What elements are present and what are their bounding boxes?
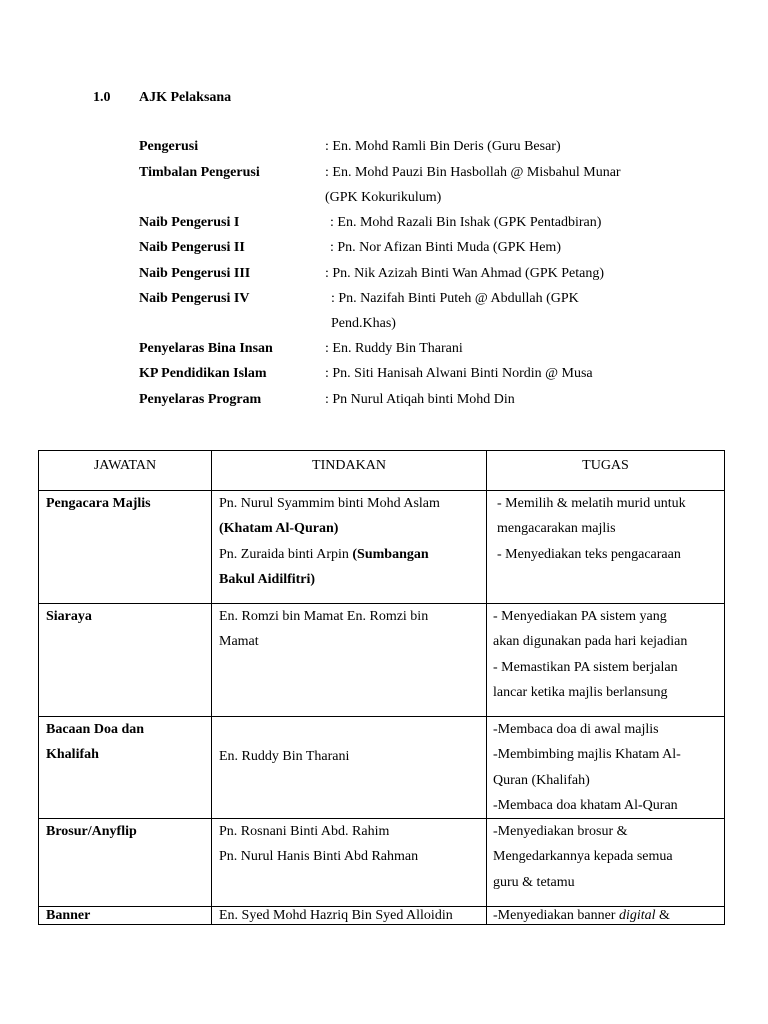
tugas-text: - Memilih & melatih murid untuk	[497, 496, 686, 511]
tugas-cell	[487, 717, 725, 819]
tugas-cell	[487, 604, 725, 717]
jawatan-cell	[39, 717, 212, 819]
tindakan-text: En. Romzi bin Mamat En. Romzi bin	[219, 609, 429, 624]
table-row	[39, 717, 725, 819]
committee-member: : Pn Nurul Atiqah binti Mohd Din	[325, 392, 515, 407]
committee-role: Naib Pengerusi I	[139, 215, 240, 230]
jawatan-cell	[39, 491, 212, 604]
jawatan-cell	[39, 819, 212, 907]
committee-member: : Pn. Nik Azizah Binti Wan Ahmad (GPK Petang)	[325, 266, 604, 281]
committee-role: Naib Pengerusi IV	[139, 291, 250, 306]
tugas-text: -Membaca doa di awal majlis	[493, 722, 659, 737]
tugas-text: -Membimbing majlis Khatam Al-	[493, 747, 681, 763]
jawatan-cell	[39, 604, 212, 717]
tugas-text: guru & tetamu	[493, 874, 575, 890]
tugas-cell	[487, 819, 725, 907]
jawatan-cell	[39, 907, 212, 925]
table-row	[39, 819, 725, 907]
tindakan-text: En. Syed Mohd Hazriq Bin Syed Alloidin	[219, 908, 453, 924]
committee-member: : Pn. Nazifah Binti Puteh @ Abdullah (GPK	[331, 291, 579, 306]
section-number: 1.0	[93, 90, 111, 105]
committee-member: : En. Mohd Ramli Bin Deris (Guru Besar)	[325, 139, 561, 154]
table-row	[39, 907, 725, 925]
header-jawatan: JAWATAN	[39, 451, 212, 491]
committee-role: Pengerusi	[139, 139, 199, 154]
committee-member-cont: (GPK Kokurikulum)	[325, 190, 442, 205]
header-tugas: TUGAS	[487, 451, 725, 491]
header-tindakan: TINDAKAN	[212, 451, 487, 491]
tindakan-text: En. Ruddy Bin Tharani	[219, 749, 350, 764]
committee-role: KP Pendidikan Islam	[139, 366, 267, 381]
committee-member: : En. Ruddy Bin Tharani	[325, 341, 463, 356]
committee-role: Naib Pengerusi II	[139, 240, 245, 255]
tugas-text: Quran (Khalifah)	[493, 772, 590, 788]
tugas-text: Mengedarkannya kepada semua	[493, 849, 673, 865]
tindakan-note: (Khatam Al-Quran)	[219, 521, 339, 537]
jawatan-text: Siaraya	[46, 609, 92, 624]
jawatan-text: Banner	[46, 908, 91, 924]
tugas-text: - Menyediakan PA sistem yang	[493, 609, 667, 624]
tugas-text: -Menyediakan banner digital &	[493, 908, 670, 924]
committee-member: : Pn. Nor Afizan Binti Muda (GPK Hem)	[330, 240, 561, 255]
tugas-text: - Memastikan PA sistem berjalan	[493, 659, 678, 675]
tugas-text: lancar ketika majlis berlansung	[493, 684, 668, 700]
section-title: AJK Pelaksana	[139, 90, 232, 105]
tindakan-note: Bakul Aidilfitri)	[219, 571, 316, 587]
jawatan-text: Bacaan Doa dan	[46, 722, 145, 737]
tindakan-cell	[212, 819, 487, 907]
committee-role: Penyelaras Program	[139, 392, 262, 407]
tindakan-text: Mamat	[219, 634, 259, 650]
tindakan-note: (Sumbangan	[352, 546, 429, 562]
tugas-text: akan digunakan pada hari kejadian	[493, 634, 688, 650]
tindakan-text: Pn. Nurul Hanis Binti Abd Rahman	[219, 849, 419, 865]
tindakan-cell	[212, 717, 487, 819]
tugas-text: -Menyediakan brosur &	[493, 824, 628, 840]
committee-role: Timbalan Pengerusi	[139, 165, 260, 180]
tindakan-text: Pn. Rosnani Binti Abd. Rahim	[219, 824, 390, 840]
tugas-cell	[487, 491, 725, 604]
jawatan-text: Khalifah	[46, 747, 99, 763]
jawatan-text: Brosur/Anyflip	[46, 824, 137, 840]
tugas-text: -Membaca doa khatam Al-Quran	[493, 797, 678, 813]
committee-member: : Pn. Siti Hanisah Alwani Binti Nordin @ Musa	[325, 366, 593, 381]
committee-role: Naib Pengerusi III	[139, 266, 251, 281]
committee-member: : En. Mohd Razali Bin Ishak (GPK Pentadbiran)	[330, 215, 602, 230]
committee-member-cont: Pend.Khas)	[331, 316, 396, 331]
table-row	[39, 491, 725, 604]
tugas-cell	[487, 907, 725, 925]
tindakan-cell	[212, 491, 487, 604]
tindakan-cell	[212, 604, 487, 717]
duties-table	[38, 450, 725, 925]
committee-member: : En. Mohd Pauzi Bin Hasbollah @ Misbahul Munar	[325, 165, 621, 180]
tindakan-spacer	[219, 717, 486, 742]
tindakan-text: Pn. Zuraida binti Arpin	[219, 546, 353, 562]
table-row	[39, 604, 725, 717]
jawatan-text: Pengacara Majlis	[46, 496, 151, 511]
tugas-text: mengacarakan majlis	[497, 521, 616, 537]
tugas-text: - Menyediakan teks pengacaraan	[497, 546, 681, 562]
tindakan-text: Pn. Nurul Syammim binti Mohd Aslam	[219, 496, 440, 511]
committee-role: Penyelaras Bina Insan	[139, 341, 273, 356]
tindakan-cell	[212, 907, 487, 925]
table-header-row	[39, 451, 725, 491]
